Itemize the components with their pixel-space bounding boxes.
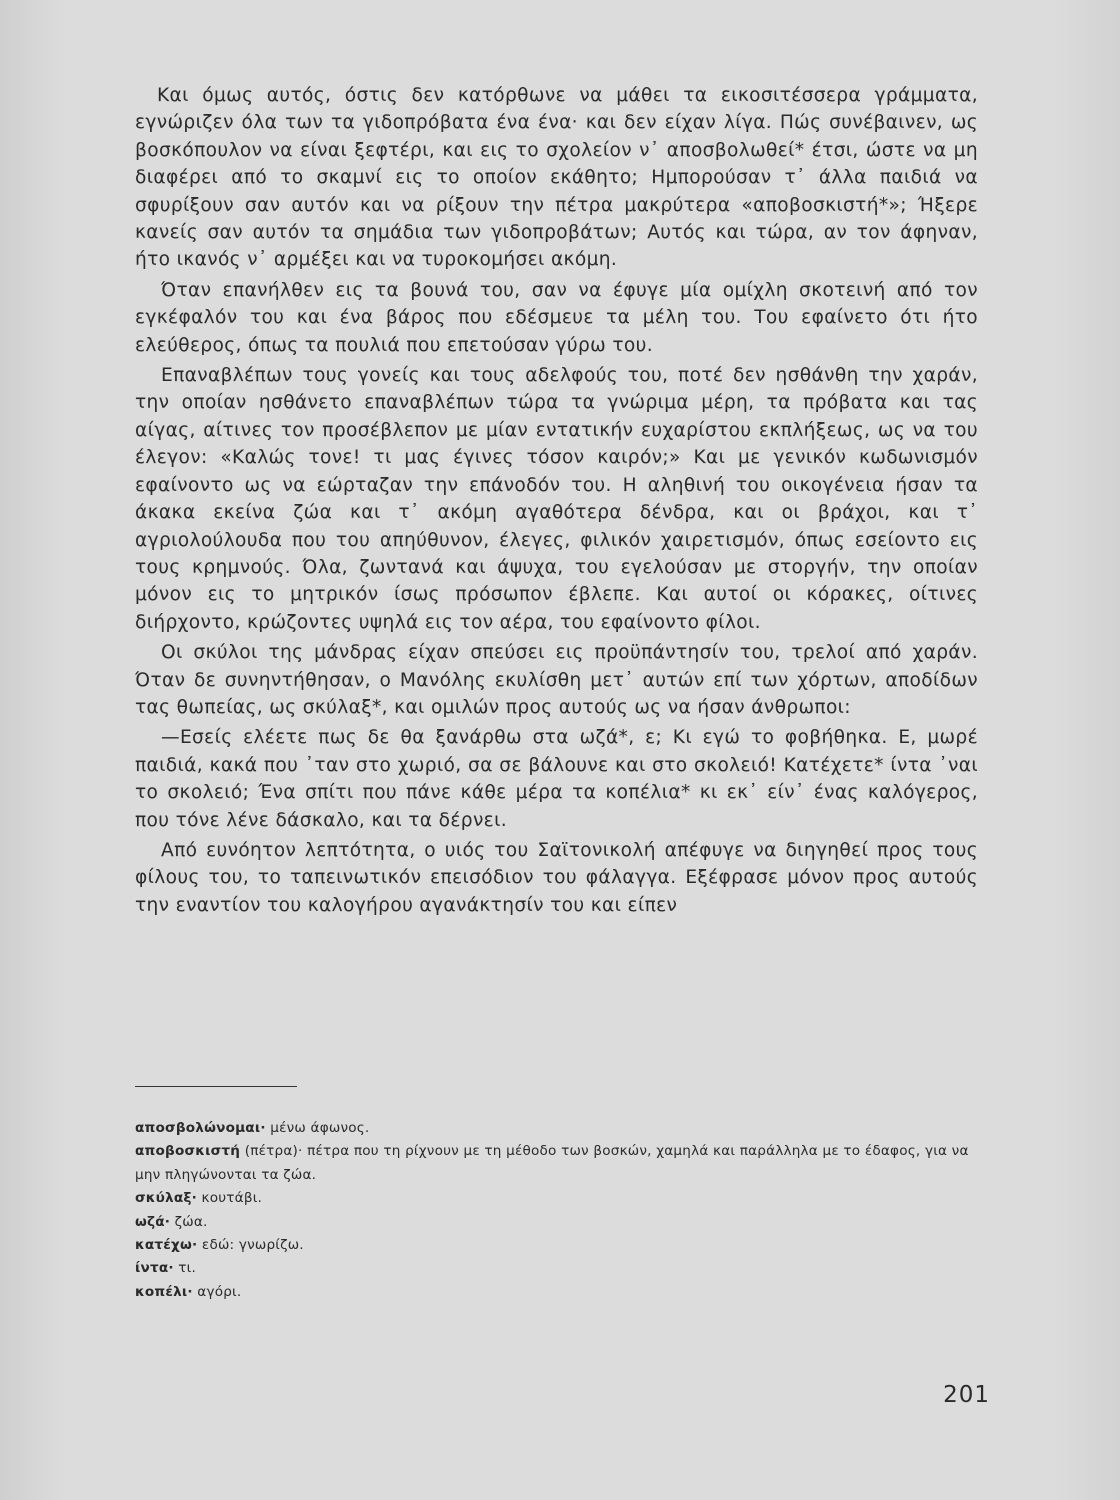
footnote-term: σκύλαξ·: [135, 1190, 197, 1207]
dialogue-paragraph: —Εσείς ελέετε πως δε θα ξανάρθω στα ωζά*, ε; Κι εγώ το φοβήθηκα. Ε, μωρέ παιδιά, κακά που ᾽ταν στο χωριό, σα σε βάλουνε και στο σκολειό! Κατέχετε* ίντα ᾽ναι το σκολειό; Ένα σπίτι που πάνε κάθε μέρα τα κοπέλια* κι εκ᾽ είν᾽ ένας καλόγερος, που τόνε λένε δάσκαλο, και τα δέρνει.: [135, 727, 978, 831]
footnote-term: αποβοσκιστή: [135, 1143, 241, 1160]
paragraph: Οι σκύλοι της μάνδρας είχαν σπεύσει εις προϋπάντησίν του, τρελοί από χαράν. Όταν δε συνηντήθησαν, ο Μανόλης εκυλίσθη μετ᾽ αυτών επί των χόρτων, αποδίδων τας θωπείας, ως σκύλαξ*, και ομιλών προς αυτούς ως να ήσαν άνθρωποι:: [135, 642, 978, 718]
footnote-term: αποσβολώνομαι·: [135, 1120, 266, 1136]
footnote: [135, 1234, 978, 1257]
footnote: [135, 1187, 978, 1210]
footnote-term: ωζά·: [135, 1213, 171, 1230]
footnote-definition: αγόρι.: [192, 1283, 242, 1300]
footnote-definition: ζώα.: [170, 1213, 208, 1230]
footnote-definition: (πέτρα)· πέτρα που τη ρίχνουν με τη μέθοδο των βοσκών, χαμηλά και παράλληλα με το έδαφος, για να μην πληγώνονται τα ζώα.: [135, 1143, 969, 1183]
footnote: [135, 1281, 978, 1304]
footnote-definition: μένω άφωνος.: [265, 1120, 370, 1136]
page-number: 201: [943, 1382, 990, 1408]
footnote-term: ίντα·: [135, 1260, 174, 1277]
footnote-term: κοπέλι·: [135, 1283, 193, 1300]
footnote: [135, 1117, 978, 1140]
footnote-divider: [135, 1086, 297, 1087]
footnote-term: κατέχω·: [135, 1237, 198, 1254]
paragraph: Όταν επανήλθεν εις τα βουνά του, σαν να έφυγε μία ομίχλη σκοτεινή από τον εγκέφαλόν του και ένα βάρος που εδέσμευε τα μέλη του. Του εφαίνετο ότι ήτο ελεύθερος, όπως τα πουλιά που επετούσαν γύρω του.: [135, 279, 978, 356]
footnote-definition: εδώ: γνωρίζω.: [197, 1237, 304, 1254]
paragraph: Επαναβλέπων τους γονείς και τους αδελφούς του, ποτέ δεν ησθάνθη την χαράν, την οποίαν ησθάνετο επαναβλέπων τώρα τα γνώριμα μέρη, τα πρόβατα και τας αίγας, αίτινες τον προσέβλεπον με μίαν εντατικήν ευχαρίστου εκπλήξεως, ως να του έλεγον: «Καλώς τονε! τι μας έγινες τόσον καιρόν;» Και με γενικόν κωδωνισμόν εφαίνοντο ως να εώρταζαν την επάνοδόν του. Η αληθινή του οικογένεια ήσαν τα άκακα εκείνα ζώα και τ᾽ ακόμη αγαθότερα δένδρα, και οι βράχοι, και τ᾽ αγριολούλουδα που του απηύθυνον, έλεγες, φιλικόν χαιρετισμόν, όπως εσείοντο εις τους κρημνούς. Όλα, ζωντανά και άψυχα, του εγελούσαν με στοργήν, την οποίαν μόνον εις το μητρικόν ίσως πρόσωπον έβλεπε. Και αυτοί οι κόρακες, οίτινες διήρχοντο, κρώζοντες υψηλά εις τον αέρα, του εφαίνοντο φίλοι.: [135, 365, 978, 633]
footnote-definition: τι.: [173, 1260, 196, 1277]
footnote-definition: κουτάβι.: [196, 1190, 263, 1207]
footnotes: [135, 1117, 978, 1304]
footnote: [135, 1257, 978, 1280]
footnote: [135, 1140, 978, 1187]
paragraph: Και όμως αυτός, όστις δεν κατόρθωνε να μάθει τα εικοσιτέσσερα γράμματα, εγνώριζεν όλα των τα γιδοπρόβατα ένα ένα· και δεν είχαν λίγα. Πώς συνέβαινεν, ως βοσκόπουλον να είναι ξεφτέρι, και εις το σχολείον ν᾽ αποσβολωθεί* έτσι, ώστε να μη διαφέρει από το σκαμνί εις το οποίον εκάθητο; Ημπορούσαν τ᾽ άλλα παιδιά να σφυρίξουν σαν αυτόν και να ρίξουν την πέτρα μακρύτερα «αποβοσκιστή*»; Ήξερε κανείς σαν αυτόν τα σημάδια των γιδοπροβάτων; Αυτός και τώρα, αν τον άφηναν, ήτο ικανός ν᾽ αρμέξει και να τυροκομήσει ακόμη.: [135, 85, 978, 271]
footnote: [135, 1211, 978, 1234]
main-text: [135, 82, 978, 919]
paragraph: Από ευνόητον λεπτότητα, ο υιός του Σαϊτονικολή απέφυγε να διηγηθεί προς τους φίλους του, το ταπεινωτικόν επεισόδιον του φάλαγγα. Εξέφρασε μόνον προς αυτούς την εναντίον του καλογήρου αγανάκτησίν του και είπεν: [135, 839, 978, 916]
